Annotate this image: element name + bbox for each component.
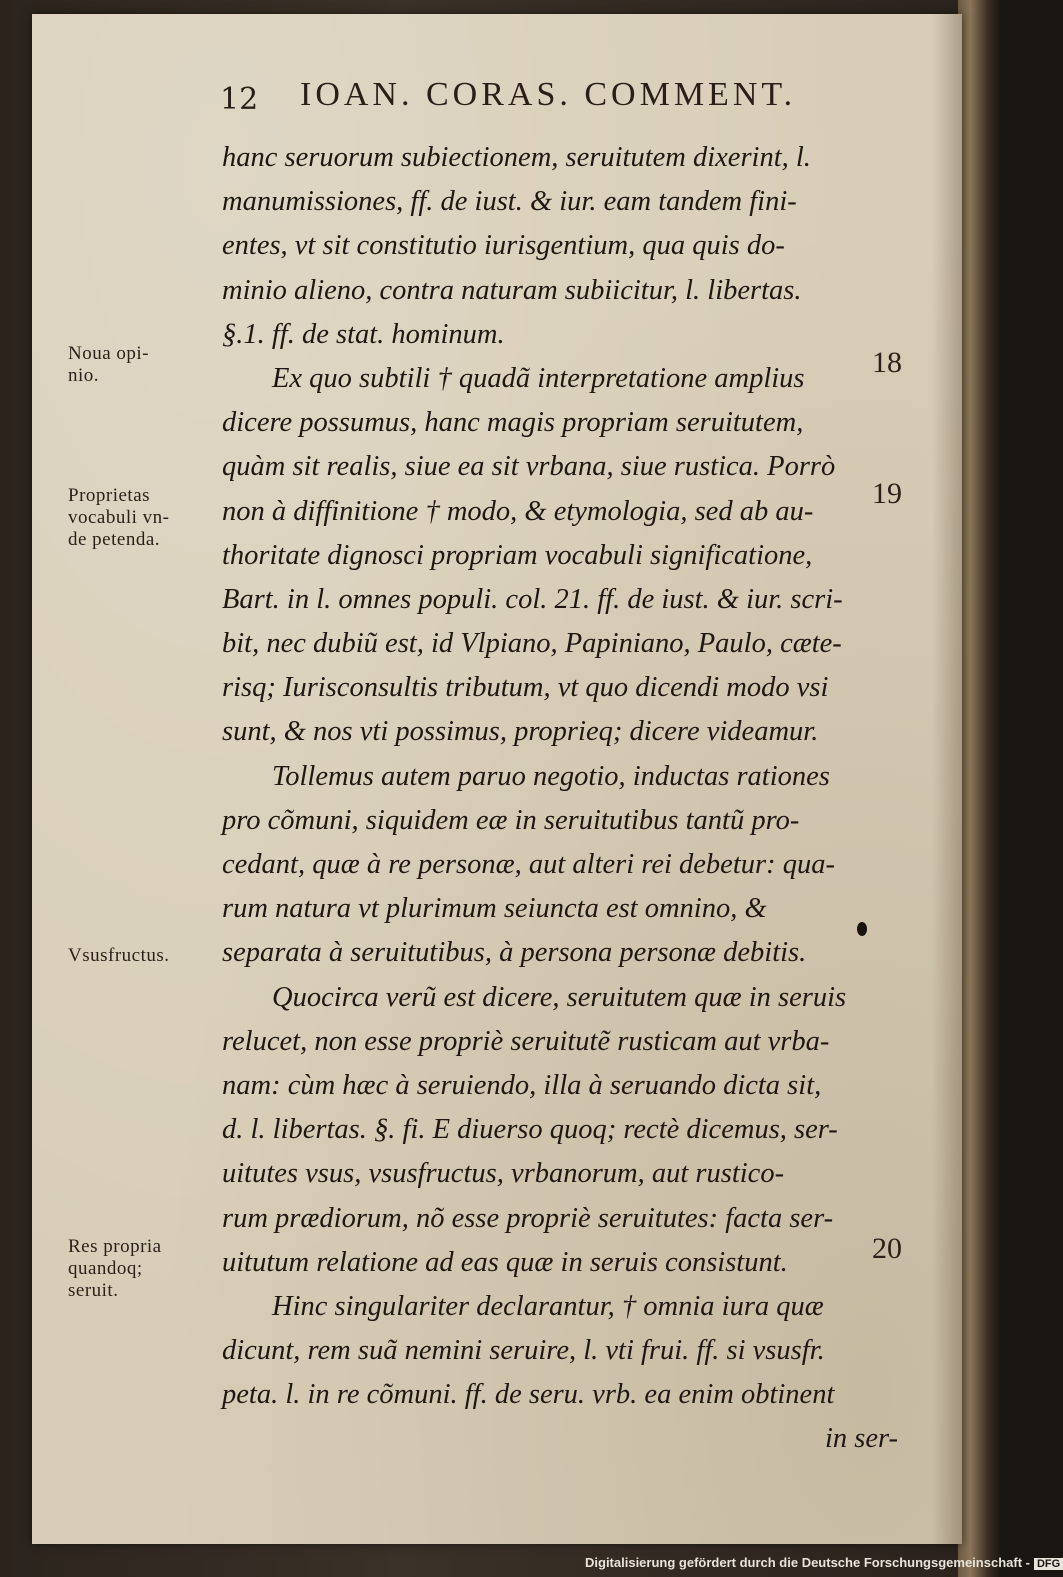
- text-line: d. l. libertas. §. fi. E diuerso quoq; rectè dicemus, ser-: [222, 1114, 838, 1146]
- text-line: rum natura vt plurimum seiuncta est omnino, &: [222, 893, 767, 925]
- text-line: rum prædiorum, nõ esse propriè seruitutes: facta ser-: [222, 1202, 834, 1234]
- page-edge-shadow: [932, 14, 962, 1544]
- text-line: Bart. in l. omnes populi. col. 21. ff. de iust. & iur. scri-: [222, 583, 843, 615]
- text-line: relucet, non esse propriè seruitutẽ rusticam aut vrba-: [222, 1025, 830, 1057]
- text-line: pro cõmuni, siquidem eæ in seruitutibus tantũ pro-: [222, 804, 800, 836]
- reference-number: 19: [872, 477, 902, 510]
- margin-note-res-propria: [68, 1236, 218, 1302]
- text-line: separata à seruitutibus, à persona personæ debitis.: [222, 937, 807, 969]
- text-line: quàm sit realis, siue ea sit vrbana, siue rustica. Porrò: [222, 451, 836, 483]
- text-line: non à diffinitione † modo, & etymologia, sed ab au-: [222, 495, 814, 527]
- margin-note-line: vocabuli vn-: [68, 507, 170, 528]
- margin-note-line: Proprietas: [68, 485, 151, 506]
- page-number: 12: [220, 82, 259, 117]
- running-title: IOAN. CORAS. COMMENT.: [300, 76, 797, 113]
- ink-blot: [857, 922, 867, 936]
- reference-number: 20: [872, 1232, 902, 1265]
- book-spine: [958, 0, 1000, 1577]
- text-line: sunt, & nos vti possimus, proprieq; dicere videamur.: [222, 716, 819, 748]
- margin-note-line: de petenda.: [68, 529, 161, 550]
- text-line: bit, nec dubiũ est, id Vlpiano, Papiniano, Paulo, cæte-: [222, 628, 842, 660]
- margin-note-line: nio.: [68, 365, 100, 386]
- margin-note-noua-opinio: [68, 343, 218, 387]
- text-line: manumissiones, ff. de iust. & iur. eam tandem fini-: [222, 186, 797, 218]
- margin-note-line: quandoq;: [68, 1258, 143, 1279]
- margin-note-line: Noua opi-: [68, 343, 150, 364]
- digitization-footer: [585, 1555, 1061, 1575]
- text-line: Tollemus autem paruo negotio, inductas rationes: [272, 760, 830, 792]
- footer-text: Digitalisierung gefördert durch die Deutsche Forschungsgemeinschaft -: [585, 1555, 1030, 1570]
- text-line: minio alieno, contra naturam subiicitur, l. libertas.: [222, 274, 802, 306]
- text-line: peta. l. in re cõmuni. ff. de seru. vrb. ea enim obtinent: [222, 1379, 835, 1411]
- reference-number: 18: [872, 346, 902, 379]
- text-line: Hinc singulariter declarantur, † omnia iura quæ: [272, 1290, 824, 1322]
- margin-note-line: Vsusfructus.: [68, 945, 170, 966]
- catchword: in ser-: [824, 1423, 898, 1455]
- text-line: cedant, quæ à re personæ, aut alteri rei debetur: qua-: [222, 849, 835, 880]
- text-line: uitutum relatione ad eas quæ in seruis consistunt.: [222, 1246, 788, 1278]
- text-line: dicere possumus, hanc magis propriam seruitutem,: [222, 407, 804, 439]
- margin-note-line: seruit.: [68, 1280, 119, 1301]
- text-line: nam: cùm hæc à seruiendo, illa à seruando dicta sit,: [222, 1069, 822, 1101]
- dfg-logo: DFG: [1034, 1558, 1063, 1570]
- text-line: hanc seruorum subiectionem, seruitutem dixerint, l.: [222, 142, 811, 173]
- text-line: uitutes vsus, vsusfructus, vrbanorum, aut rustico-: [222, 1158, 785, 1190]
- text-line: thoritate dignosci propriam vocabuli significatione,: [222, 539, 813, 571]
- margin-note-vsusfructus: [68, 945, 218, 967]
- margin-note-line: Res propria: [68, 1236, 162, 1257]
- margin-note-proprietas: [68, 485, 218, 551]
- text-line: Quocirca verũ est dicere, seruitutem quæ in seruis: [272, 981, 847, 1013]
- text-line: §.1. ff. de stat. hominum.: [222, 318, 505, 350]
- text-line: risq; Iurisconsultis tributum, vt quo dicendi modo vsi: [222, 672, 829, 704]
- text-line: dicunt, rem suã nemini seruire, l. vti frui. ff. si vsusfr.: [222, 1335, 825, 1367]
- running-head: [220, 76, 860, 126]
- main-text-block: [222, 136, 902, 1462]
- text-line: entes, vt sit constitutio iurisgentium, qua quis do-: [222, 230, 785, 262]
- text-line: Ex quo subtili † quadã interpretatione amplius: [272, 362, 805, 394]
